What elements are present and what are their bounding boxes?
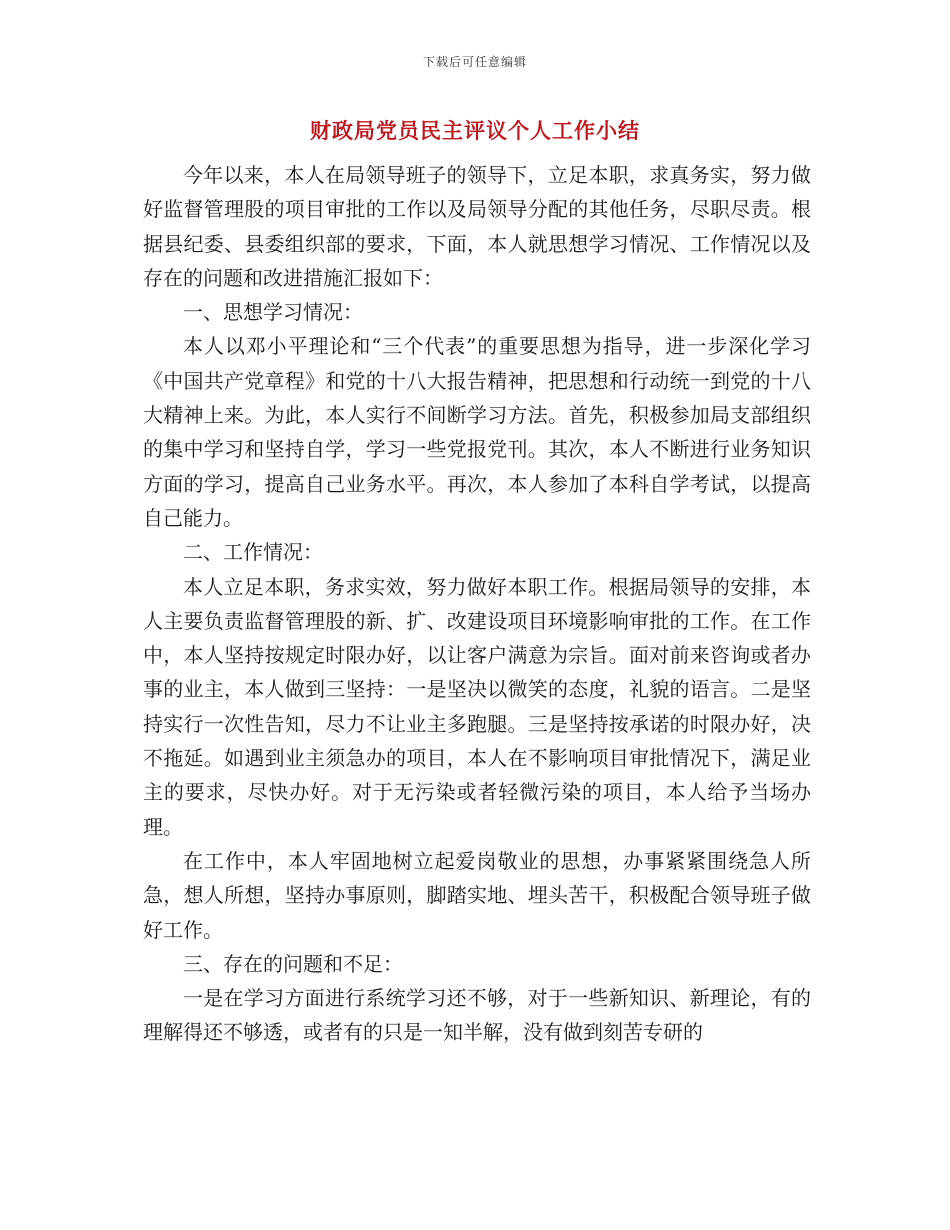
paragraph-problems: 一是在学习方面进行系统学习还不够，对于一些新知识、新理论，有的理解得还不够透，或者有的只是一知半解，没有做到刻苦专研的 bbox=[143, 986, 811, 1045]
paragraph-work: 本人立足本职，务求实效，努力做好本职工作。根据局领导的安排，本人主要负责监督管理股的新、扩、改建设项目环境影响审批的工作。在工作中，本人坚持按规定时限办好，以让客户满意为宗旨。面对前来咨询或者办事的业主，本人做到三坚持：一是坚决以微笑的态度，礼貌的语言。二是坚持实行一次性告知，尽力不让业主多跑腿。三是坚持按承诺的时限办好，决不拖延。如遇到业主须急办的项目，本人在不影响项目审批情况下，满足业主的要求，尽快办好。对于无污染或者轻微污染的项目，本人给予当场办理。 bbox=[143, 574, 811, 839]
paragraph-study: 本人以邓小平理论和“三个代表”的重要思想为指导，进一步深化学习《中国共产党章程》和党的十八大报告精神，把思想和行动统一到党的十八大精神上来。为此，本人实行不间断学习方法。首先，积极参加局支部组织的集中学习和坚持自学，学习一些党报党刊。其次，本人不断进行业务知识方面的学习，提高自己业务水平。再次，本人参加了本科自学考试，以提高自己能力。 bbox=[143, 334, 811, 530]
header-note: 下载后可任意编辑 bbox=[422, 55, 527, 69]
paragraph-attitude: 在工作中，本人牢固地树立起爱岗敬业的思想，办事紧紧围绕急人所急，想人所想，坚持办事原则，脚踏实地、埋头苦干，积极配合领导班子做好工作。 bbox=[143, 848, 811, 942]
document-title: 财政局党员民主评议个人工作小结 bbox=[310, 118, 640, 143]
paragraph-intro: 今年以来，本人在局领导班子的领导下，立足本职，求真务实，努力做好监督管理股的项目审批的工作以及局领导分配的其他任务，尽职尽责。根据县纪委、县委组织部的要求，下面，本人就思想学习情况、工作情况以及存在的问题和改进措施汇报如下： bbox=[143, 163, 811, 290]
document-body bbox=[143, 158, 811, 1050]
section-heading-work: 二、工作情况： bbox=[183, 540, 323, 565]
section-heading-problems: 三、存在的问题和不足： bbox=[183, 951, 403, 976]
section-heading-study: 一、思想学习情况： bbox=[183, 300, 363, 325]
